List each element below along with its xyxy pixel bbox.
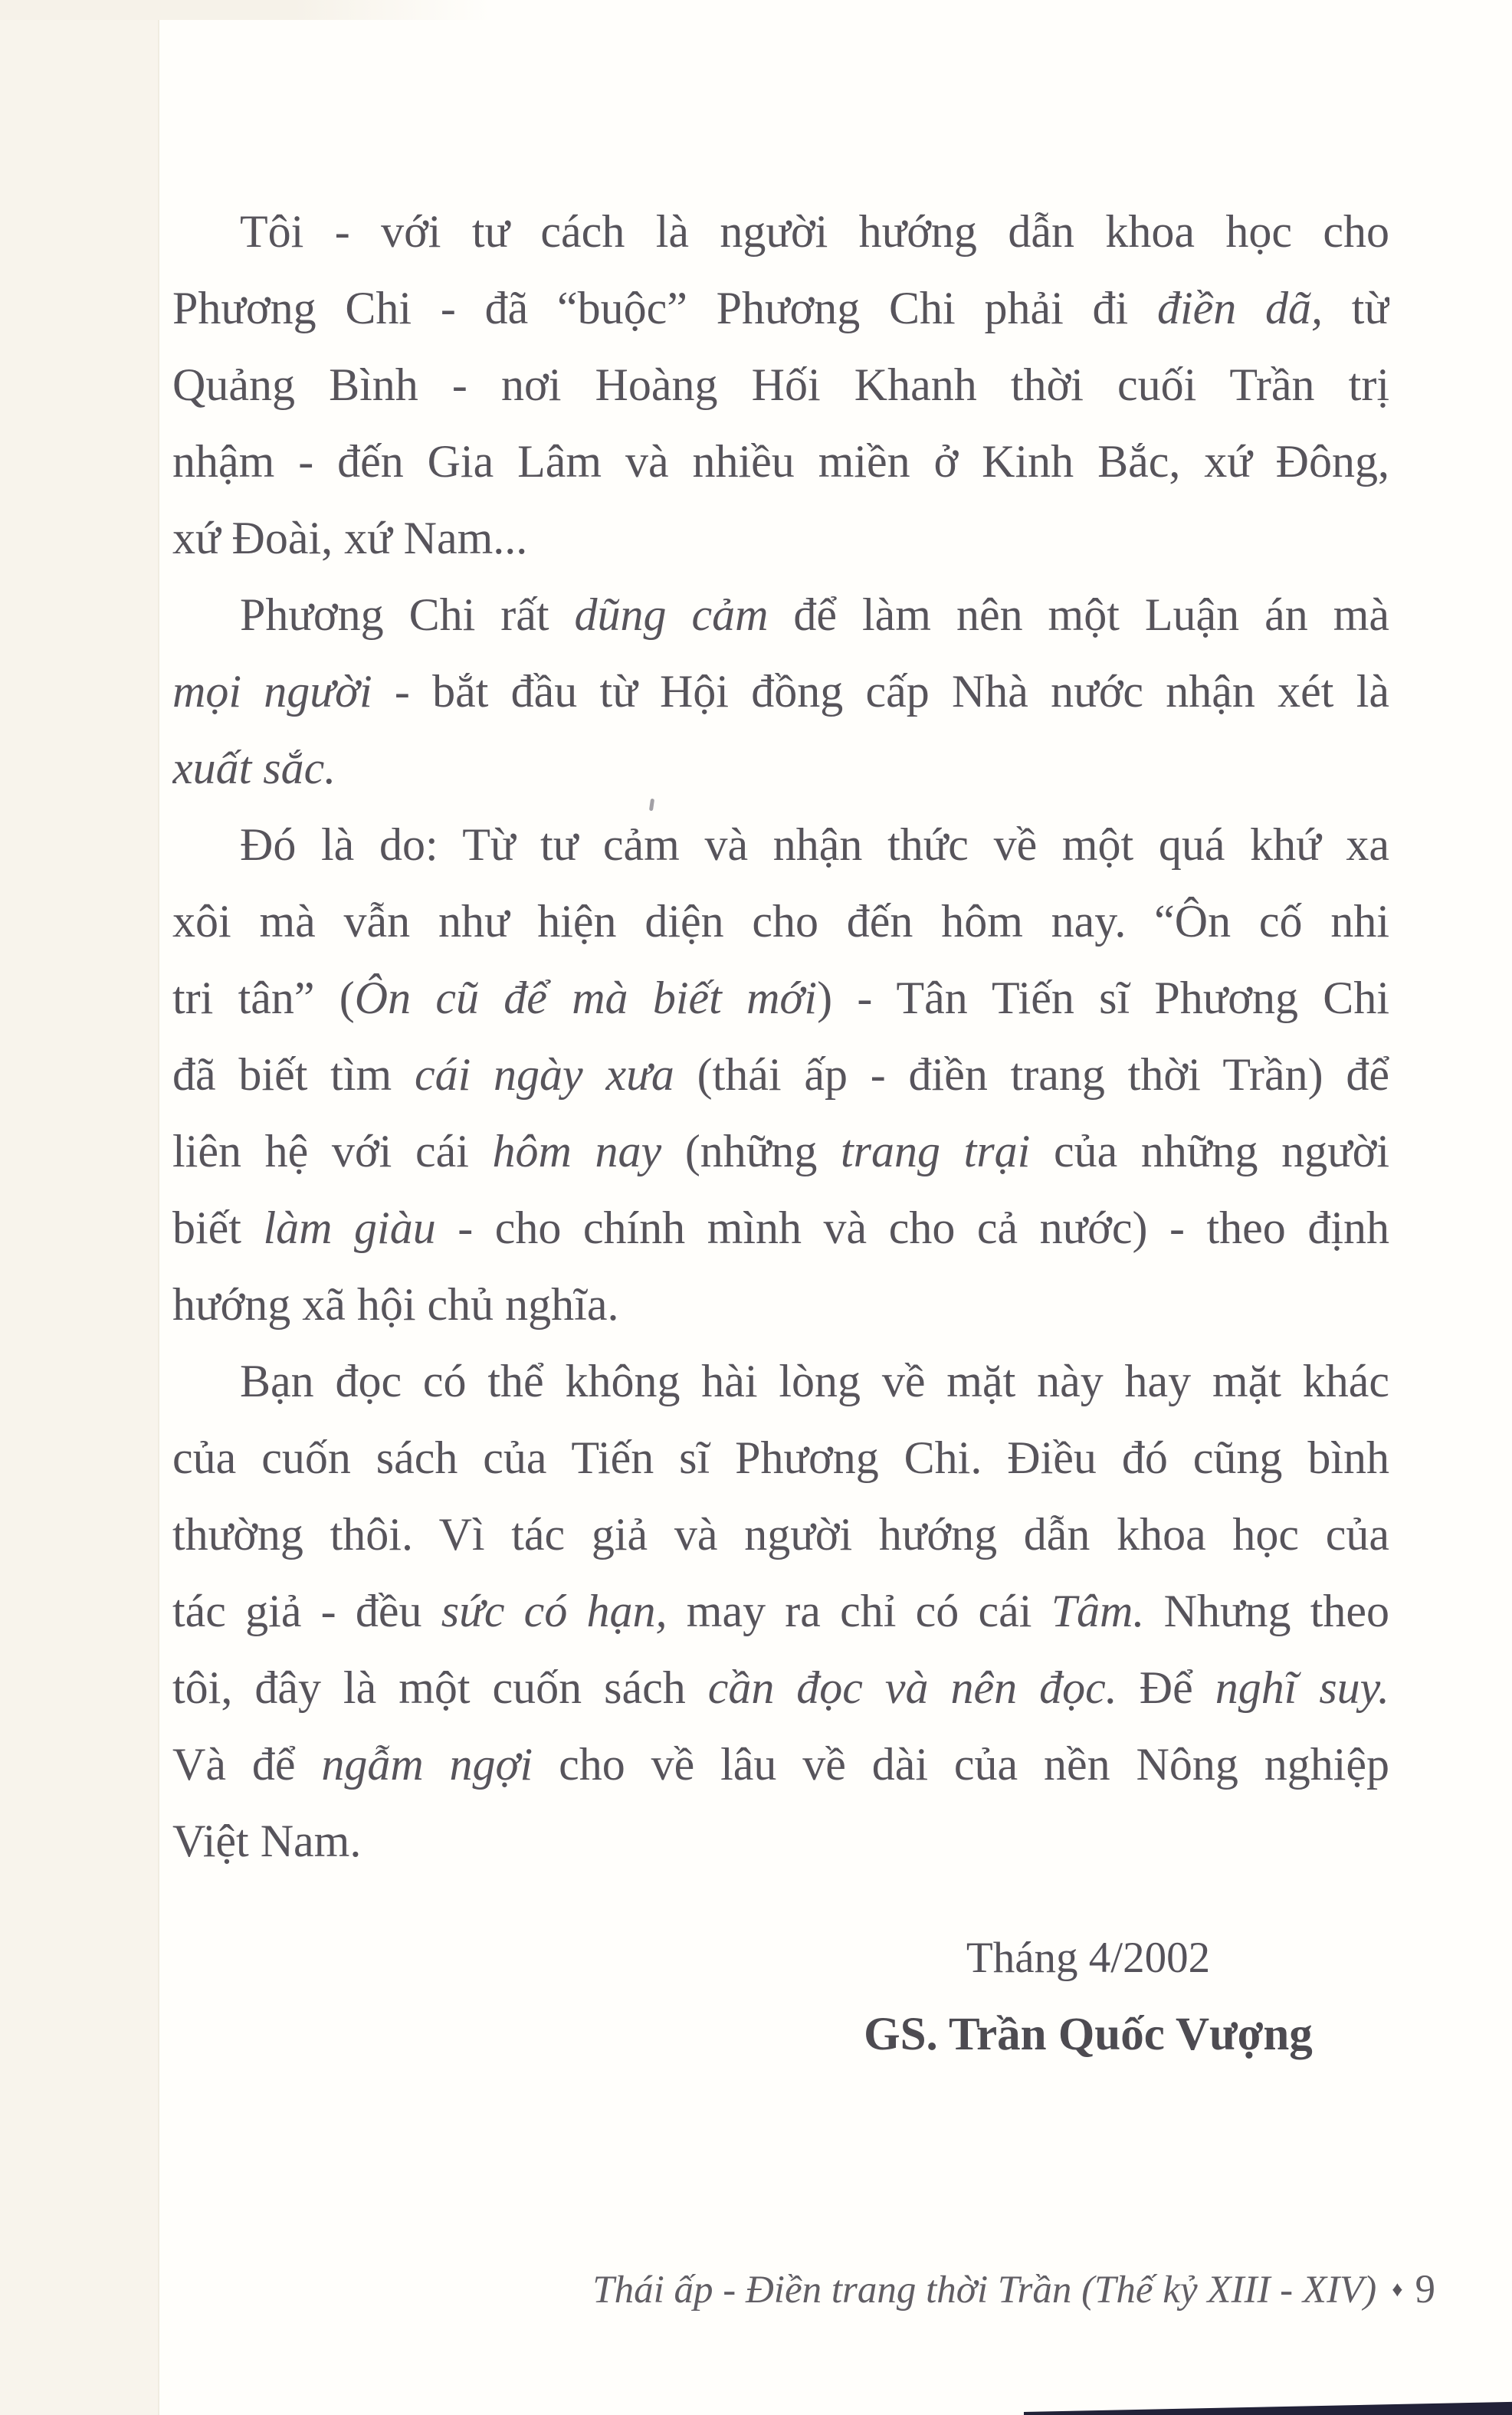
text-line [172, 576, 1389, 653]
text-line [172, 1726, 1389, 1803]
signature-date: Tháng 4/2002 [966, 1934, 1211, 1982]
text-line [172, 423, 1389, 500]
text-block [172, 193, 1389, 1879]
text-line [172, 960, 1389, 1036]
text-segment: Tâm. [1051, 1586, 1145, 1636]
text-line [172, 1496, 1389, 1573]
text-line [172, 1189, 1389, 1266]
text-segment: Đó là do: Từ tư cảm và nhận thức về một quá khứ xa [240, 819, 1389, 870]
page-footer [592, 2262, 1435, 2317]
text-segment: Việt Nam. [172, 1816, 362, 1866]
text-line [172, 1343, 1389, 1419]
text-segment: đã biết tìm [172, 1049, 415, 1100]
page-number: 9 [1415, 2267, 1435, 2312]
text-segment: xứ Đoài, xứ Nam... [172, 513, 528, 563]
text-line [172, 1573, 1389, 1649]
text-segment: mọi người [172, 666, 372, 717]
text-segment: xuất sắc. [172, 743, 336, 793]
text-segment: tác giả - đều [172, 1586, 441, 1636]
text-segment: Ôn cũ để mà biết mới [354, 973, 818, 1023]
text-segment: Để [1117, 1662, 1215, 1713]
text-line [172, 193, 1389, 270]
text-segment: ) - Tân Tiến sĩ Phương Chi [817, 973, 1389, 1023]
text-segment: hôm nay [492, 1126, 662, 1176]
text-segment: hướng xã hội chủ nghĩa. [172, 1279, 619, 1330]
text-segment: từ [1323, 283, 1389, 333]
text-segment: cần đọc và nên đọc. [707, 1662, 1117, 1713]
text-segment: cái ngày xưa [414, 1049, 674, 1100]
text-line [172, 1803, 1389, 1879]
paragraph [172, 193, 1389, 576]
text-segment: Phương Chi rất [240, 589, 575, 640]
text-segment: biết [172, 1203, 264, 1253]
text-segment: Phương Chi - đã “buộc” Phương Chi phải đi [172, 283, 1157, 333]
text-segment: của những người [1030, 1126, 1389, 1176]
signature-author: GS. Trần Quốc Vượng [864, 2009, 1313, 2060]
diamond-icon: ♦ [1392, 2278, 1403, 2302]
text-line [172, 1419, 1389, 1496]
text-line [172, 500, 1389, 576]
text-line [172, 653, 1389, 730]
text-line [172, 270, 1389, 346]
text-segment: (những [661, 1126, 841, 1176]
text-segment: điền dã, [1156, 283, 1323, 333]
paragraph [172, 806, 1389, 1343]
text-segment: tri tân” ( [172, 973, 355, 1023]
text-segment: Quảng Bình - nơi Hoàng Hối Khanh thời cuối Trần trị [172, 359, 1389, 410]
text-segment: để làm nên một Luận án mà [768, 589, 1389, 640]
running-title: Thái ấp - Điền trang thời Trần (Thế kỷ XIII - XIV) [592, 2269, 1377, 2312]
text-segment: làm giàu [263, 1203, 436, 1253]
text-segment: Bạn đọc có thể không hài lòng về mặt này hay mặt khác [240, 1356, 1389, 1406]
text-segment: Nhưng theo [1144, 1586, 1389, 1636]
text-line [172, 1036, 1389, 1113]
text-segment: trang trại [840, 1126, 1031, 1176]
text-segment: Tôi - với tư cách là người hướng dẫn khoa học cho [240, 206, 1389, 257]
text-segment: cho về lâu về dài của nền Nông nghiệp [533, 1739, 1389, 1790]
text-segment: Và để [172, 1739, 322, 1790]
text-segment: nghĩ suy. [1215, 1662, 1389, 1713]
text-segment: của cuốn sách của Tiến sĩ Phương Chi. Điều đó cũng bình [172, 1432, 1389, 1483]
paragraph [172, 576, 1389, 806]
text-line [172, 346, 1389, 423]
signature-block [782, 1920, 1395, 2073]
text-line [172, 883, 1389, 960]
text-line [172, 730, 1389, 806]
left-margin-strip [0, 0, 159, 2415]
text-segment: - bắt đầu từ Hội đồng cấp Nhà nước nhận xét là [372, 666, 1389, 717]
text-line [172, 1266, 1389, 1343]
text-line [172, 806, 1389, 883]
text-line [172, 1113, 1389, 1189]
text-segment: sức có hạn, [441, 1586, 667, 1636]
text-segment: thường thôi. Vì tác giả và người hướng dẫn khoa học của [172, 1509, 1389, 1560]
text-segment: ngẫm ngợi [321, 1739, 533, 1790]
text-line [172, 1649, 1389, 1726]
text-segment: (thái ấp - điền trang thời Trần) để [674, 1049, 1389, 1100]
text-segment: tôi, đây là một cuốn sách [172, 1662, 708, 1713]
text-segment: xôi mà vẫn như hiện diện cho đến hôm nay. “Ôn cố nhi [172, 896, 1389, 947]
text-segment: - cho chính mình và cho cả nước) - theo định [435, 1203, 1389, 1253]
text-segment: nhậm - đến Gia Lâm và nhiều miền ở Kinh Bắc, xứ Đông, [172, 436, 1389, 487]
top-margin-strip [0, 0, 490, 20]
text-segment: liên hệ với cái [172, 1126, 493, 1176]
page-edge-shadow [1024, 2401, 1512, 2415]
paragraph [172, 1343, 1389, 1879]
text-segment: may ra chỉ có cái [667, 1586, 1051, 1636]
text-segment: dũng cảm [574, 589, 769, 640]
